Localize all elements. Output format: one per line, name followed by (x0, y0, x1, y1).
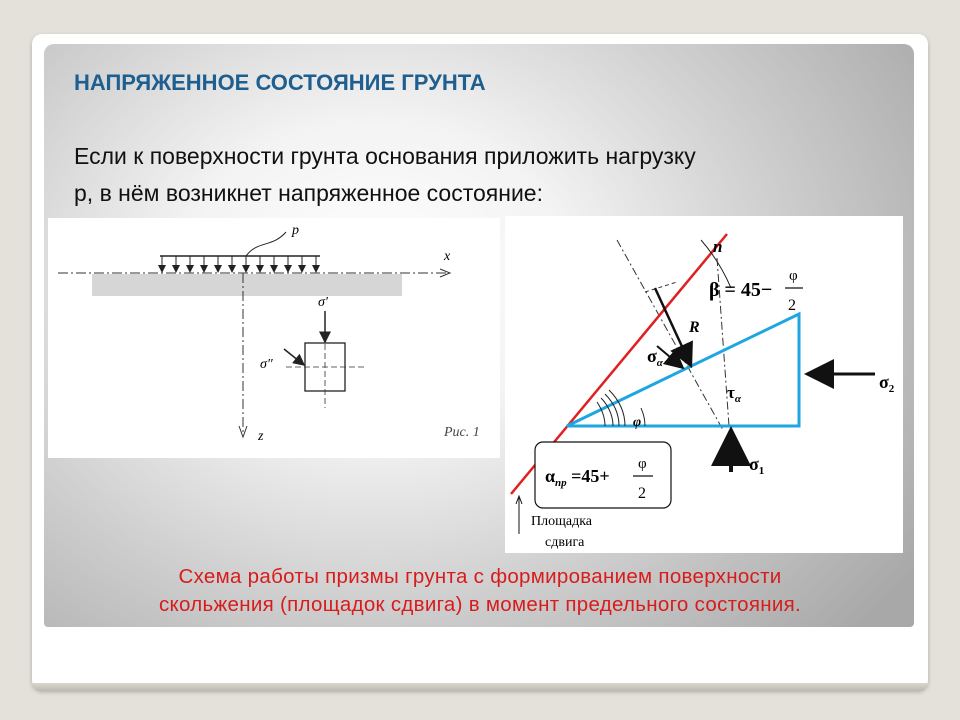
beta-phi: φ (789, 268, 798, 284)
tau-alpha-label: $\tau_\alpha$ (727, 383, 741, 405)
beta-formula: β = 45− (709, 279, 773, 301)
alpha-denominator: 2 (638, 485, 646, 502)
sigma-prime-label: σ′ (318, 295, 328, 310)
slide-bottom-edge (32, 683, 928, 691)
soil-prism-figure (505, 216, 903, 553)
soil-prism-diagram (505, 216, 903, 553)
intro-line-2: р, в нём возникнет напряженное состояние: (74, 180, 543, 206)
alpha-formula: $\alpha_{пр} =45+$ (545, 466, 610, 489)
alpha-phi: φ (638, 456, 647, 472)
load-label: p (292, 223, 299, 238)
slide-title: НАПРЯЖЕННОЕ СОСТОЯНИЕ ГРУНТА (74, 70, 486, 95)
intro-line-1: Если к поверхности грунта основания приложить нагрузку (74, 143, 696, 169)
soil-prism (567, 314, 799, 426)
caption-line-2: скольжения (площадок сдвига) в момент предельного состояния. (158, 593, 801, 616)
beta-denominator: 2 (788, 297, 796, 314)
sigma-double-prime-label: σ″ (260, 357, 273, 372)
sigma-double-prime-arrow (284, 349, 304, 365)
sigma2-label: $\sigma_2$ (879, 372, 895, 395)
load-arrows (162, 256, 316, 272)
shear-label-line-1: Площадка (531, 514, 593, 529)
ground-surface (92, 274, 402, 296)
phi-angle-label: φ (633, 415, 642, 430)
stress-state-diagram (48, 218, 500, 458)
figure-caption (48, 563, 912, 619)
normal-n-label: n (713, 237, 723, 256)
resultant-label: R (689, 319, 700, 336)
sigma1-label: $\sigma_1$ (749, 454, 765, 477)
z-axis-label: z (258, 429, 264, 444)
stress-state-figure (48, 218, 500, 458)
caption-line-1: Схема работы призмы грунта с формированием поверхности (178, 565, 782, 588)
x-axis-label: x (444, 249, 451, 264)
figure-label: Рис. 1 (444, 425, 480, 440)
intro-text (74, 138, 894, 212)
shear-label-line-2: сдвига (545, 535, 585, 550)
sigma-alpha-label: $\sigma_\alpha$ (647, 346, 663, 369)
